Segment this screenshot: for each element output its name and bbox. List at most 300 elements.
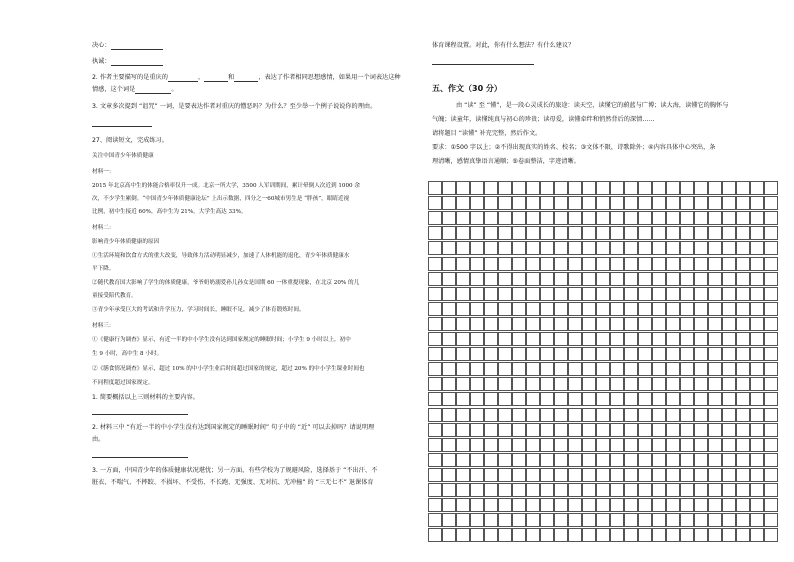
grid-cell[interactable] — [470, 257, 484, 271]
grid-cell[interactable] — [554, 196, 568, 210]
grid-cell[interactable] — [694, 347, 708, 361]
grid-cell[interactable] — [526, 438, 540, 452]
grid-cell[interactable] — [736, 211, 750, 225]
grid-cell[interactable] — [708, 332, 722, 346]
grid-cell[interactable] — [568, 302, 582, 316]
grid-cell[interactable] — [750, 498, 764, 512]
grid-cell[interactable] — [470, 272, 484, 286]
grid-cell[interactable] — [652, 468, 666, 482]
grid-cell[interactable] — [582, 317, 596, 331]
grid-cell[interactable] — [596, 272, 610, 286]
grid-cell[interactable] — [694, 272, 708, 286]
grid-cell[interactable] — [512, 453, 526, 467]
grid-cell[interactable] — [764, 317, 778, 331]
grid-cell[interactable] — [484, 453, 498, 467]
grid-cell[interactable] — [470, 302, 484, 316]
grid-cell[interactable] — [484, 241, 498, 255]
grid-cell[interactable] — [582, 257, 596, 271]
grid-cell[interactable] — [512, 362, 526, 376]
grid-cell[interactable] — [610, 468, 624, 482]
grid-cell[interactable] — [652, 513, 666, 527]
grid-cell[interactable] — [722, 272, 736, 286]
grid-cell[interactable] — [750, 241, 764, 255]
grid-cell[interactable] — [694, 181, 708, 195]
grid-cell[interactable] — [764, 287, 778, 301]
grid-cell[interactable] — [484, 347, 498, 361]
sub-question-1-answer-line[interactable] — [92, 414, 188, 415]
grid-cell[interactable] — [666, 302, 680, 316]
grid-cell[interactable] — [722, 257, 736, 271]
grid-cell[interactable] — [694, 302, 708, 316]
grid-cell[interactable] — [470, 287, 484, 301]
grid-cell[interactable] — [428, 302, 442, 316]
grid-cell[interactable] — [456, 453, 470, 467]
grid-cell[interactable] — [666, 226, 680, 240]
grid-cell[interactable] — [736, 392, 750, 406]
grid-cell[interactable] — [736, 332, 750, 346]
grid-cell[interactable] — [470, 392, 484, 406]
grid-cell[interactable] — [680, 241, 694, 255]
grid-cell[interactable] — [512, 377, 526, 391]
grid-cell[interactable] — [764, 257, 778, 271]
grid-cell[interactable] — [456, 362, 470, 376]
grid-cell[interactable] — [764, 347, 778, 361]
grid-cell[interactable] — [540, 287, 554, 301]
grid-cell[interactable] — [442, 226, 456, 240]
question-2-blank-2[interactable] — [204, 75, 228, 82]
grid-cell[interactable] — [736, 317, 750, 331]
grid-cell[interactable] — [708, 181, 722, 195]
grid-cell[interactable] — [722, 226, 736, 240]
grid-cell[interactable] — [554, 513, 568, 527]
grid-cell[interactable] — [428, 498, 442, 512]
grid-cell[interactable] — [484, 408, 498, 422]
grid-cell[interactable] — [736, 513, 750, 527]
grid-cell[interactable] — [484, 181, 498, 195]
grid-cell[interactable] — [652, 302, 666, 316]
grid-cell[interactable] — [652, 423, 666, 437]
grid-cell[interactable] — [750, 528, 764, 542]
grid-cell[interactable] — [456, 438, 470, 452]
grid-cell[interactable] — [624, 317, 638, 331]
grid-cell[interactable] — [540, 392, 554, 406]
grid-cell[interactable] — [722, 241, 736, 255]
grid-cell[interactable] — [484, 498, 498, 512]
grid-cell[interactable] — [610, 347, 624, 361]
grid-cell[interactable] — [582, 498, 596, 512]
grid-cell[interactable] — [666, 181, 680, 195]
grid-cell[interactable] — [610, 423, 624, 437]
grid-cell[interactable] — [540, 302, 554, 316]
grid-cell[interactable] — [750, 211, 764, 225]
grid-cell[interactable] — [442, 438, 456, 452]
grid-cell[interactable] — [624, 226, 638, 240]
grid-cell[interactable] — [470, 468, 484, 482]
grid-cell[interactable] — [470, 528, 484, 542]
grid-cell[interactable] — [484, 211, 498, 225]
grid-cell[interactable] — [568, 468, 582, 482]
grid-cell[interactable] — [624, 257, 638, 271]
grid-cell[interactable] — [624, 302, 638, 316]
grid-cell[interactable] — [498, 528, 512, 542]
grid-cell[interactable] — [638, 287, 652, 301]
grid-cell[interactable] — [708, 287, 722, 301]
grid-cell[interactable] — [540, 332, 554, 346]
grid-cell[interactable] — [750, 317, 764, 331]
grid-cell[interactable] — [498, 453, 512, 467]
grid-cell[interactable] — [596, 257, 610, 271]
grid-cell[interactable] — [512, 347, 526, 361]
grid-cell[interactable] — [750, 377, 764, 391]
grid-cell[interactable] — [526, 362, 540, 376]
grid-cell[interactable] — [750, 468, 764, 482]
grid-cell[interactable] — [512, 287, 526, 301]
grid-cell[interactable] — [638, 408, 652, 422]
grid-cell[interactable] — [456, 302, 470, 316]
grid-cell[interactable] — [610, 196, 624, 210]
grid-cell[interactable] — [750, 392, 764, 406]
grid-cell[interactable] — [442, 347, 456, 361]
grid-cell[interactable] — [694, 377, 708, 391]
grid-cell[interactable] — [428, 181, 442, 195]
grid-cell[interactable] — [666, 408, 680, 422]
grid-cell[interactable] — [540, 211, 554, 225]
grid-cell[interactable] — [470, 498, 484, 512]
grid-cell[interactable] — [694, 528, 708, 542]
grid-cell[interactable] — [610, 257, 624, 271]
grid-cell[interactable] — [498, 272, 512, 286]
grid-cell[interactable] — [568, 392, 582, 406]
grid-cell[interactable] — [610, 287, 624, 301]
grid-cell[interactable] — [624, 453, 638, 467]
grid-cell[interactable] — [722, 438, 736, 452]
grid-cell[interactable] — [694, 317, 708, 331]
grid-cell[interactable] — [540, 423, 554, 437]
grid-cell[interactable] — [624, 211, 638, 225]
grid-cell[interactable] — [638, 241, 652, 255]
grid-cell[interactable] — [470, 332, 484, 346]
grid-cell[interactable] — [694, 438, 708, 452]
grid-cell[interactable] — [694, 211, 708, 225]
grid-cell[interactable] — [484, 257, 498, 271]
grid-cell[interactable] — [680, 181, 694, 195]
grid-cell[interactable] — [568, 483, 582, 497]
grid-cell[interactable] — [526, 257, 540, 271]
grid-cell[interactable] — [498, 181, 512, 195]
grid-cell[interactable] — [680, 287, 694, 301]
grid-cell[interactable] — [540, 226, 554, 240]
grid-cell[interactable] — [638, 272, 652, 286]
grid-cell[interactable] — [456, 257, 470, 271]
grid-cell[interactable] — [456, 317, 470, 331]
grid-cell[interactable] — [610, 241, 624, 255]
grid-cell[interactable] — [624, 272, 638, 286]
grid-cell[interactable] — [736, 241, 750, 255]
grid-cell[interactable] — [582, 438, 596, 452]
grid-cell[interactable] — [610, 272, 624, 286]
grid-cell[interactable] — [722, 423, 736, 437]
grid-cell[interactable] — [652, 181, 666, 195]
grid-cell[interactable] — [624, 468, 638, 482]
grid-cell[interactable] — [638, 302, 652, 316]
grid-cell[interactable] — [666, 468, 680, 482]
grid-cell[interactable] — [708, 483, 722, 497]
grid-cell[interactable] — [554, 483, 568, 497]
grid-cell[interactable] — [498, 196, 512, 210]
grid-cell[interactable] — [554, 287, 568, 301]
grid-cell[interactable] — [652, 241, 666, 255]
grid-cell[interactable] — [498, 438, 512, 452]
grid-cell[interactable] — [694, 257, 708, 271]
grid-cell[interactable] — [526, 483, 540, 497]
grid-cell[interactable] — [512, 211, 526, 225]
grid-cell[interactable] — [498, 483, 512, 497]
grid-cell[interactable] — [610, 211, 624, 225]
grid-cell[interactable] — [666, 287, 680, 301]
grid-cell[interactable] — [624, 483, 638, 497]
grid-cell[interactable] — [568, 332, 582, 346]
grid-cell[interactable] — [708, 196, 722, 210]
grid-cell[interactable] — [680, 408, 694, 422]
grid-cell[interactable] — [554, 377, 568, 391]
grid-cell[interactable] — [666, 483, 680, 497]
grid-cell[interactable] — [512, 257, 526, 271]
grid-cell[interactable] — [624, 287, 638, 301]
grid-cell[interactable] — [652, 408, 666, 422]
grid-cell[interactable] — [512, 438, 526, 452]
grid-cell[interactable] — [736, 347, 750, 361]
question-2-blank-3[interactable] — [234, 75, 258, 82]
grid-cell[interactable] — [708, 272, 722, 286]
grid-cell[interactable] — [680, 528, 694, 542]
grid-cell[interactable] — [512, 272, 526, 286]
grid-cell[interactable] — [736, 438, 750, 452]
grid-cell[interactable] — [722, 302, 736, 316]
grid-cell[interactable] — [554, 241, 568, 255]
grid-cell[interactable] — [610, 317, 624, 331]
grid-cell[interactable] — [428, 241, 442, 255]
grid-cell[interactable] — [498, 287, 512, 301]
grid-cell[interactable] — [512, 528, 526, 542]
grid-cell[interactable] — [540, 408, 554, 422]
grid-cell[interactable] — [750, 287, 764, 301]
grid-cell[interactable] — [498, 362, 512, 376]
grid-cell[interactable] — [680, 211, 694, 225]
grid-cell[interactable] — [568, 196, 582, 210]
grid-cell[interactable] — [582, 211, 596, 225]
grid-cell[interactable] — [442, 272, 456, 286]
grid-cell[interactable] — [666, 453, 680, 467]
question-2-blank-1[interactable] — [168, 75, 198, 82]
grid-cell[interactable] — [736, 226, 750, 240]
grid-cell[interactable] — [596, 332, 610, 346]
grid-cell[interactable] — [708, 423, 722, 437]
grid-cell[interactable] — [512, 423, 526, 437]
grid-cell[interactable] — [470, 408, 484, 422]
grid-cell[interactable] — [652, 347, 666, 361]
grid-cell[interactable] — [708, 317, 722, 331]
grid-cell[interactable] — [624, 377, 638, 391]
grid-cell[interactable] — [540, 438, 554, 452]
grid-cell[interactable] — [442, 181, 456, 195]
grid-cell[interactable] — [526, 408, 540, 422]
grid-cell[interactable] — [526, 513, 540, 527]
grid-cell[interactable] — [666, 241, 680, 255]
grid-cell[interactable] — [484, 287, 498, 301]
grid-cell[interactable] — [540, 528, 554, 542]
grid-cell[interactable] — [582, 423, 596, 437]
grid-cell[interactable] — [680, 196, 694, 210]
grid-cell[interactable] — [484, 438, 498, 452]
grid-cell[interactable] — [540, 181, 554, 195]
grid-cell[interactable] — [736, 362, 750, 376]
grid-cell[interactable] — [456, 332, 470, 346]
grid-cell[interactable] — [652, 257, 666, 271]
grid-cell[interactable] — [540, 347, 554, 361]
grid-cell[interactable] — [750, 453, 764, 467]
question-2-blank-4[interactable] — [135, 87, 171, 94]
grid-cell[interactable] — [484, 423, 498, 437]
grid-cell[interactable] — [596, 483, 610, 497]
grid-cell[interactable] — [484, 528, 498, 542]
grid-cell[interactable] — [498, 241, 512, 255]
grid-cell[interactable] — [428, 408, 442, 422]
grid-cell[interactable] — [624, 438, 638, 452]
grid-cell[interactable] — [428, 528, 442, 542]
grid-cell[interactable] — [596, 317, 610, 331]
grid-cell[interactable] — [638, 498, 652, 512]
grid-cell[interactable] — [428, 272, 442, 286]
grid-cell[interactable] — [610, 181, 624, 195]
grid-cell[interactable] — [554, 302, 568, 316]
grid-cell[interactable] — [694, 362, 708, 376]
grid-cell[interactable] — [582, 302, 596, 316]
grid-cell[interactable] — [498, 513, 512, 527]
grid-cell[interactable] — [680, 332, 694, 346]
grid-cell[interactable] — [610, 528, 624, 542]
grid-cell[interactable] — [428, 468, 442, 482]
grid-cell[interactable] — [638, 483, 652, 497]
grid-cell[interactable] — [442, 332, 456, 346]
grid-cell[interactable] — [554, 181, 568, 195]
answer-blank-2[interactable] — [111, 59, 163, 66]
question-3-answer-line[interactable] — [92, 126, 152, 127]
grid-cell[interactable] — [638, 377, 652, 391]
grid-cell[interactable] — [750, 483, 764, 497]
grid-cell[interactable] — [694, 287, 708, 301]
grid-cell[interactable] — [708, 468, 722, 482]
grid-cell[interactable] — [666, 257, 680, 271]
composition-writing-grid[interactable] — [428, 181, 778, 543]
grid-cell[interactable] — [582, 392, 596, 406]
grid-cell[interactable] — [596, 438, 610, 452]
grid-cell[interactable] — [652, 332, 666, 346]
grid-cell[interactable] — [554, 528, 568, 542]
grid-cell[interactable] — [736, 423, 750, 437]
grid-cell[interactable] — [750, 257, 764, 271]
grid-cell[interactable] — [610, 332, 624, 346]
grid-cell[interactable] — [680, 483, 694, 497]
grid-cell[interactable] — [638, 528, 652, 542]
grid-cell[interactable] — [666, 513, 680, 527]
grid-cell[interactable] — [736, 453, 750, 467]
grid-cell[interactable] — [764, 392, 778, 406]
grid-cell[interactable] — [442, 498, 456, 512]
grid-cell[interactable] — [456, 392, 470, 406]
grid-cell[interactable] — [554, 468, 568, 482]
grid-cell[interactable] — [442, 528, 456, 542]
grid-cell[interactable] — [456, 211, 470, 225]
grid-cell[interactable] — [484, 377, 498, 391]
grid-cell[interactable] — [442, 408, 456, 422]
grid-cell[interactable] — [596, 181, 610, 195]
grid-cell[interactable] — [442, 241, 456, 255]
grid-cell[interactable] — [736, 377, 750, 391]
grid-cell[interactable] — [428, 211, 442, 225]
grid-cell[interactable] — [568, 272, 582, 286]
grid-cell[interactable] — [596, 196, 610, 210]
grid-cell[interactable] — [736, 257, 750, 271]
grid-cell[interactable] — [526, 528, 540, 542]
grid-cell[interactable] — [568, 347, 582, 361]
grid-cell[interactable] — [428, 226, 442, 240]
grid-cell[interactable] — [512, 513, 526, 527]
grid-cell[interactable] — [596, 468, 610, 482]
grid-cell[interactable] — [750, 226, 764, 240]
grid-cell[interactable] — [540, 272, 554, 286]
grid-cell[interactable] — [526, 498, 540, 512]
grid-cell[interactable] — [624, 241, 638, 255]
grid-cell[interactable] — [540, 241, 554, 255]
grid-cell[interactable] — [456, 181, 470, 195]
grid-cell[interactable] — [750, 513, 764, 527]
grid-cell[interactable] — [526, 392, 540, 406]
grid-cell[interactable] — [652, 287, 666, 301]
grid-cell[interactable] — [610, 302, 624, 316]
grid-cell[interactable] — [610, 377, 624, 391]
grid-cell[interactable] — [652, 438, 666, 452]
grid-cell[interactable] — [736, 408, 750, 422]
grid-cell[interactable] — [498, 498, 512, 512]
grid-cell[interactable] — [610, 513, 624, 527]
grid-cell[interactable] — [680, 257, 694, 271]
grid-cell[interactable] — [456, 287, 470, 301]
grid-cell[interactable] — [708, 392, 722, 406]
grid-cell[interactable] — [764, 377, 778, 391]
grid-cell[interactable] — [526, 468, 540, 482]
grid-cell[interactable] — [484, 513, 498, 527]
grid-cell[interactable] — [694, 483, 708, 497]
grid-cell[interactable] — [666, 392, 680, 406]
grid-cell[interactable] — [722, 392, 736, 406]
grid-cell[interactable] — [652, 272, 666, 286]
grid-cell[interactable] — [722, 211, 736, 225]
grid-cell[interactable] — [596, 211, 610, 225]
grid-cell[interactable] — [582, 483, 596, 497]
grid-cell[interactable] — [554, 408, 568, 422]
grid-cell[interactable] — [722, 453, 736, 467]
grid-cell[interactable] — [764, 483, 778, 497]
grid-cell[interactable] — [652, 317, 666, 331]
grid-cell[interactable] — [708, 241, 722, 255]
grid-cell[interactable] — [526, 287, 540, 301]
grid-cell[interactable] — [554, 272, 568, 286]
grid-cell[interactable] — [428, 347, 442, 361]
grid-cell[interactable] — [526, 302, 540, 316]
grid-cell[interactable] — [540, 377, 554, 391]
grid-cell[interactable] — [568, 408, 582, 422]
grid-cell[interactable] — [750, 196, 764, 210]
